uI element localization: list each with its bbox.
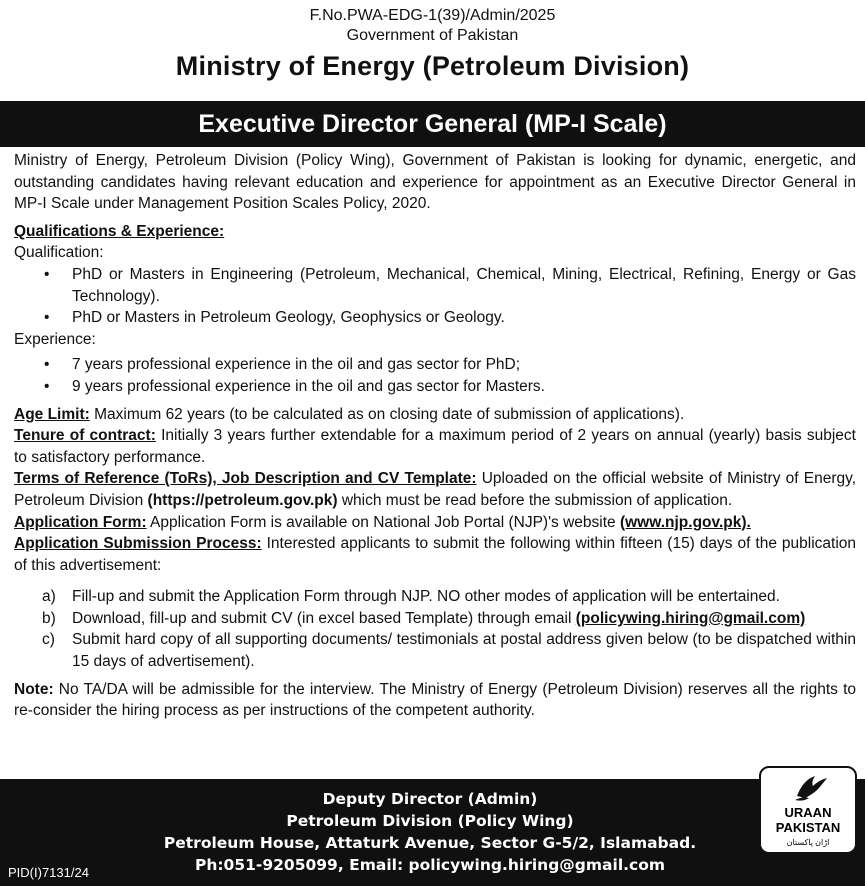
government-line: Government of Pakistan [346,27,519,44]
footer-address: Petroleum House, Attaturk Avenue, Sector G-5/2, Islamabad. [163,834,697,852]
footer-designation: Deputy Director (Admin) [322,790,538,808]
qualifications-heading: Qualifications & Experience: [14,222,225,240]
njp-website-link[interactable]: (www.njp.gov.pk). [619,513,751,531]
logo-line-1: URAAN [784,805,832,820]
bullet-icon: • [44,356,50,374]
tenure: Tenure of contract: Initially 3 years further extendable for a maximum period of 2 years on annual (yearly) basis subject to satisfactory performance. [14,427,856,466]
logo-tagline: اڑان پاکستان [786,838,830,847]
list-item: • PhD or Masters in Petroleum Geology, Geophysics or Geology. [14,307,856,329]
petroleum-website-link[interactable]: (https://petroleum.gov.pk) [147,491,338,509]
list-item: c) Submit hard copy of all supporting documents/ testimonials at postal address given below (to be dispatched within 15 days of advertisement). [42,631,856,671]
contact-footer [0,779,865,886]
note: Note: No TA/DA will be admissible for the interview. The Ministry of Energy (Petroleum Division) reserves all the rights to re-consider the hiring process as per instructions of the competent authority. [14,680,856,720]
submission-process: Application Submission Process: Interested applicants to submit the following within fifteen (15) days of the publication of this advertisement: [14,535,857,574]
list-item: b) Download, fill-up and submit CV (in excel based Template) through email (policywing.hiring@gmail.com) [42,609,806,627]
ministry-title: Ministry of Energy (Petroleum Division) [175,51,690,81]
advertisement-body [14,150,856,722]
logo-line-2: PAKISTAN [775,820,841,835]
list-item: • 9 years professional experience in the oil and gas sector for Masters. [14,376,856,398]
qualification-label: Qualification: [14,244,104,262]
terms-of-reference: Terms of Reference (ToRs), Job Description and CV Template: Uploaded on the official website of Ministry of Energy, Petroleum Division (https://petroleum.gov.pk) which must be read before the submission of application. [14,470,857,509]
footer-division: Petroleum Division (Policy Wing) [286,812,574,830]
age-limit: Age Limit: Maximum 62 years (to be calculated as on closing date of submission of applications). [14,405,685,423]
position-banner [0,101,865,147]
file-reference: F.No.PWA-EDG-1(39)/Admin/2025 [309,7,556,24]
application-form: Application Form: Application Form is available on National Job Portal (NJP)'s website (www.njp.gov.pk). [14,513,751,531]
experience-label: Experience: [14,330,96,348]
list-item: • PhD or Masters in Engineering (Petroleum, Mechanical, Chemical, Mining, Electrical, Refining, Energy or Gas Technology). [44,265,856,305]
header [0,0,865,101]
eagle-icon [793,774,829,804]
bullet-icon: • [44,377,50,395]
email-link[interactable]: (policywing.hiring@gmail.com) [575,609,806,627]
pid-number: PID(I)7131/24 [8,865,89,880]
list-item: a) Fill-up and submit the Application Form through NJP. NO other modes of application will be entertained. [42,588,780,606]
bullet-icon: • [44,265,50,283]
contact-lines [130,788,730,876]
intro-paragraph: Ministry of Energy, Petroleum Division (Policy Wing), Government of Pakistan is looking for dynamic, energetic, and outstanding candidates having relevant education and experience for appointment as an Executive Director General in MP-I Scale under Management Position Scales Policy, 2020. [14,152,856,213]
footer-contact: Ph:051-9205099, Email: policywing.hiring@gmail.com [194,856,666,874]
bullet-icon: • [44,309,50,327]
uraan-pakistan-logo [759,766,857,854]
position-title: Executive Director General (MP-I Scale) [198,109,667,138]
list-item: • 7 years professional experience in the oil and gas sector for PhD; [14,354,856,376]
